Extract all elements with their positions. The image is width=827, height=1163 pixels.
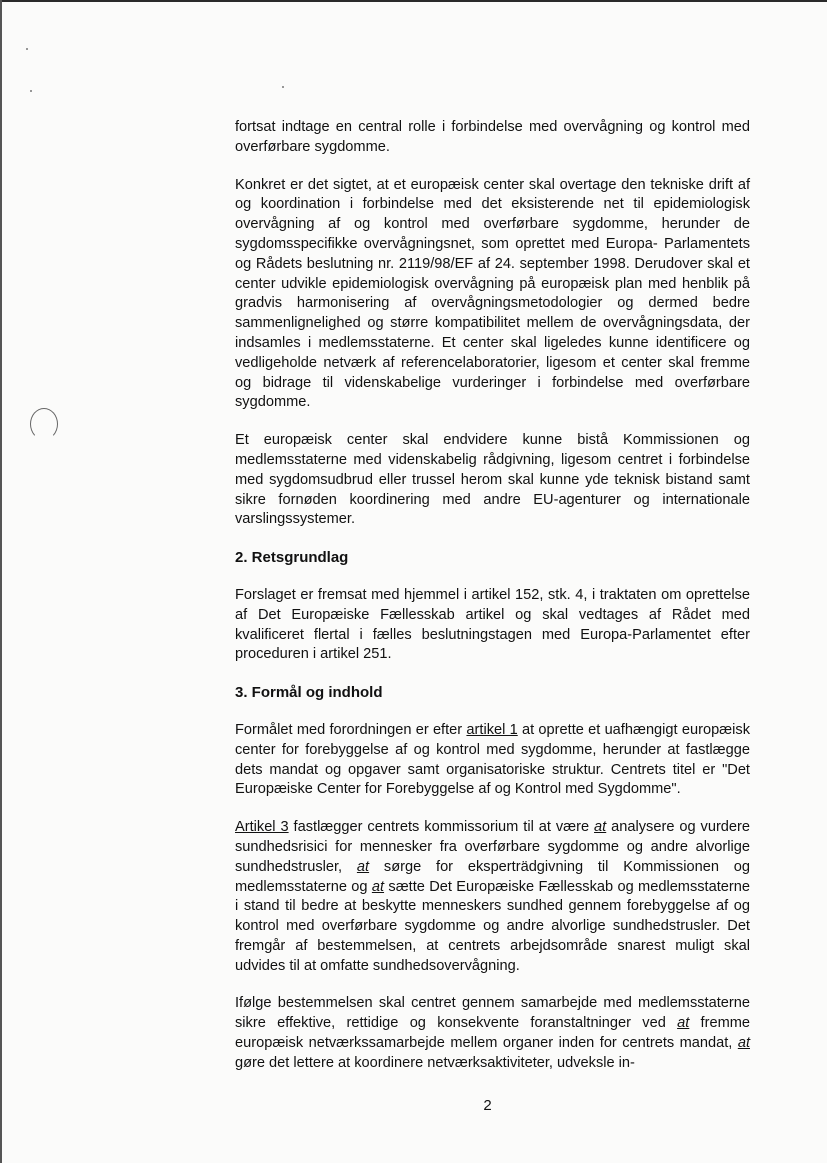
text-run: fastlægger centrets kommissorium til at være [288, 819, 595, 836]
text-run: analysere og vurdere sundhedsrisici for mennesker fra overførbare sygdomme og andre alvorlige sundhedstrusler, [235, 819, 751, 875]
emphasis-at: at [594, 819, 607, 836]
paragraph-advisory-role: Et europæisk center skal endvidere kunne bistå Kommissionen og medlemsstaterne med videnskabelig rådgivning, ligesom centret i forbindelse med sygdomsudbrud eller trussel herom skal kunne yde teknisk bistand samt sikre fornøden koordinering med andre EU-agenturer og internationale varslingssystemer. [235, 432, 750, 528]
scan-speck [26, 48, 28, 50]
paragraph-center-tasks: Konkret er det sigtet, at et europæisk center skal overtage den tekniske drift af og koordination i forbindelse med det eksisterende net til epidemiologisk overvågning af og kontrol med overførbare sygdomme, herunder de sygdomsspecifikke overvågningsnet, som oprettet med Europa- Parlamentets og Rådets beslutning nr. 2119/98/EF af 24. september 1998. Derudover skal et center udvikle epidemiologisk overvågning på europæisk plan med henblik på gradvis harmonisering af overvågningsmetodologier og dermed bedre sammenlignelighed og større kompatibilitet mellem de overvågningsdata, der indsamles i medlemsstaterne. Et center skal ligeledes kunne identificere og vedligeholde netværk af referencelaboratorier, ligesom et center skal fremme og bidrage til videnskabelige vurderinger i forbindelse med overførbare sygdomme. [235, 176, 750, 411]
emphasis-at: at [356, 858, 370, 875]
section-heading-formaal: 3. Formål og indhold [235, 684, 383, 702]
text-run: Formålet med forordningen er efter [235, 721, 467, 738]
paragraph-continuation: fortsat indtage en central rolle i forbindelse med overvågning og kontrol med overførbare sygdomme. [235, 119, 750, 155]
paragraph-cooperation [235, 994, 750, 1073]
text-run: at oprette et uafhængigt europæisk center for forebyggelse af og kontrol med sygdomme, herunder at fastlægge dets mandat og opgaver samt organisatoriske struktur. Centrets titel er "Det Europæiske Center for Forebyggelse af og Kontrol med Sygdomme". [235, 721, 750, 798]
paragraph-article-3 [235, 818, 750, 976]
emphasis-at: at [371, 878, 385, 895]
paragraph-purpose [235, 721, 750, 800]
text-run: sætte Det Europæiske Fællesskab og medlemsstaterne i stand til bedre at beskytte menneskers sundhed gennem forebyggelse af og kontrol med overførbare sygdomme og andre alvorlige sundhedstrusler. Det fremgår af bestemmelsen, at centrets arbejdsområde snarest muligt skal udvides til at omfatte sundhedsovervågning. [235, 878, 750, 974]
document-body [235, 118, 750, 1092]
paragraph-legal-basis: Forslaget er fremsat med hjemmel i artikel 152, stk. 4, i traktaten om oprettelse af Det Europæiske Fællesskab artikel og skal vedtages af Rådet med kvalificeret flertal i fælles beslutningstagen med Europa-Parlamentet efter proceduren i artikel 251. [235, 586, 750, 663]
scan-speck [30, 90, 32, 92]
text-run: sørge for eksperträdgivning til Kommissionen og medlemsstaterne og [235, 858, 750, 895]
scan-left-edge [0, 0, 2, 1163]
section-heading-retsgrundlag: 2. Retsgrundlag [235, 549, 349, 567]
text-run: gøre det lettere at koordinere netværksaktiviteter, udveksle in- [235, 1054, 635, 1071]
article-reference: artikel 1 [466, 721, 518, 738]
emphasis-at: at [737, 1035, 750, 1052]
page-number: 2 [483, 1097, 492, 1114]
text-run: Ifølge bestemmelsen skal centret gennem samarbejde med medlemsstaterne sikre effektive, rettidige og konsekvente foranstaltninger ved [235, 995, 750, 1032]
emphasis-at: at [677, 1015, 690, 1032]
text-run: fremme europæisk netværkssamarbejde mellem organer inden for centrets mandat, [235, 1015, 750, 1052]
article-reference: Artikel 3 [235, 819, 289, 836]
scan-top-edge [0, 0, 827, 2]
scan-speck [282, 86, 284, 88]
punch-hole-mark [30, 408, 58, 440]
